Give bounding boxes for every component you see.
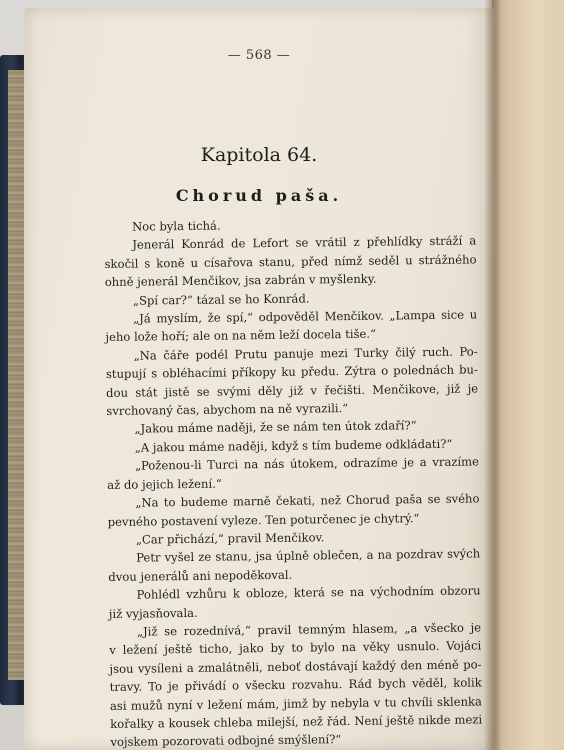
text-line: Noc byla tichá. <box>132 218 221 234</box>
text-line: Jenerál Konrád de Lefort se vrátil z přehlídky stráží a <box>132 233 477 253</box>
text-line: „Já myslím, že spí,“ odpověděl Menčikov. „Lampa sice u <box>133 307 478 326</box>
text-line: „Car přichází,“ pravil Menčikov. <box>135 530 325 547</box>
text-line: „Již se rozednívá,“ pravil temným hlasem, „a všecko je <box>136 620 482 639</box>
text-line: ohně jenerál Menčikov, jsa zabrán v myšlenky. <box>104 271 377 290</box>
text-line: „Poženou-li Turci na nás útokem, odrazíme je a vrazíme <box>134 454 480 473</box>
text-line: stupují s obléhacími příkopy ku předu. Zýtra o polednách bu- <box>105 362 478 382</box>
text-line: až do jejich ležení.“ <box>107 476 222 492</box>
text-line: v ležení ještě ticho, jako by to bylo na věky usnulo. Vojáci <box>109 638 482 658</box>
text-line: asi mužů nyní v ležení mám, jimž by nebyla v tu chvíli sklenka <box>109 693 483 713</box>
text-line: vojskem pozorovati odbojné smýšlení?“ <box>110 732 342 750</box>
text-line: „Jakou máme naději, že se nám ten útok zdaří?“ <box>134 418 417 437</box>
right-page-edge <box>492 0 564 750</box>
text-line: „Na čáře podél Prutu panuje mezi Turky čilý ruch. Po- <box>133 344 478 363</box>
text-line: jsou vysíleni a zmalátněli, neboť dostávají každý den méně po- <box>109 657 482 676</box>
text-line: „A jakou máme naději, když s tím budeme odkládati?“ <box>134 436 453 455</box>
text-line: „Na to budeme marně čekati, než Chorud paša se svého <box>135 491 480 510</box>
text-line: pevného postavení vyleze. Ten poturčenec je chytrý.“ <box>107 510 420 529</box>
text-line: kořalky a kousek chleba milejší, než řád. Není ještě nikde mezi <box>110 712 483 731</box>
text-line: „Spí car?“ tázal se ho Konrád. <box>132 291 310 308</box>
body-text <box>104 213 482 750</box>
page-number: — 568 — <box>227 48 291 63</box>
text-line: skočil s koně u císařova stanu, před nímž seděl u strážného <box>104 252 477 271</box>
text-line: Pohlédl vzhůru k obloze, která se na východním obzoru <box>136 583 481 602</box>
text-line: Petr vyšel ze stanu, jsa úplně oblečen, a na pozdrav svých <box>136 546 481 565</box>
page-gutter <box>484 0 500 750</box>
text-line: svrchovaný čas, abychom na ně vyrazili.“ <box>106 401 349 419</box>
text-line: dvou jenerálů ani nepoděkoval. <box>108 567 293 584</box>
chapter-title: Kapitola 64. <box>200 144 318 166</box>
text-line: jeho lože hoří; ale on na něm leží docela tiše.“ <box>105 327 377 345</box>
chapter-subtitle: Chorud paša. <box>175 186 343 205</box>
text-line: již vyjasňovala. <box>108 605 198 621</box>
text-line: dou stát jistě se svými děly již v řečišti. Menčikove, již je <box>106 381 479 400</box>
text-line: travy. To je přivádí o všecku rozvahu. Rád bych věděl, kolik <box>109 675 482 695</box>
